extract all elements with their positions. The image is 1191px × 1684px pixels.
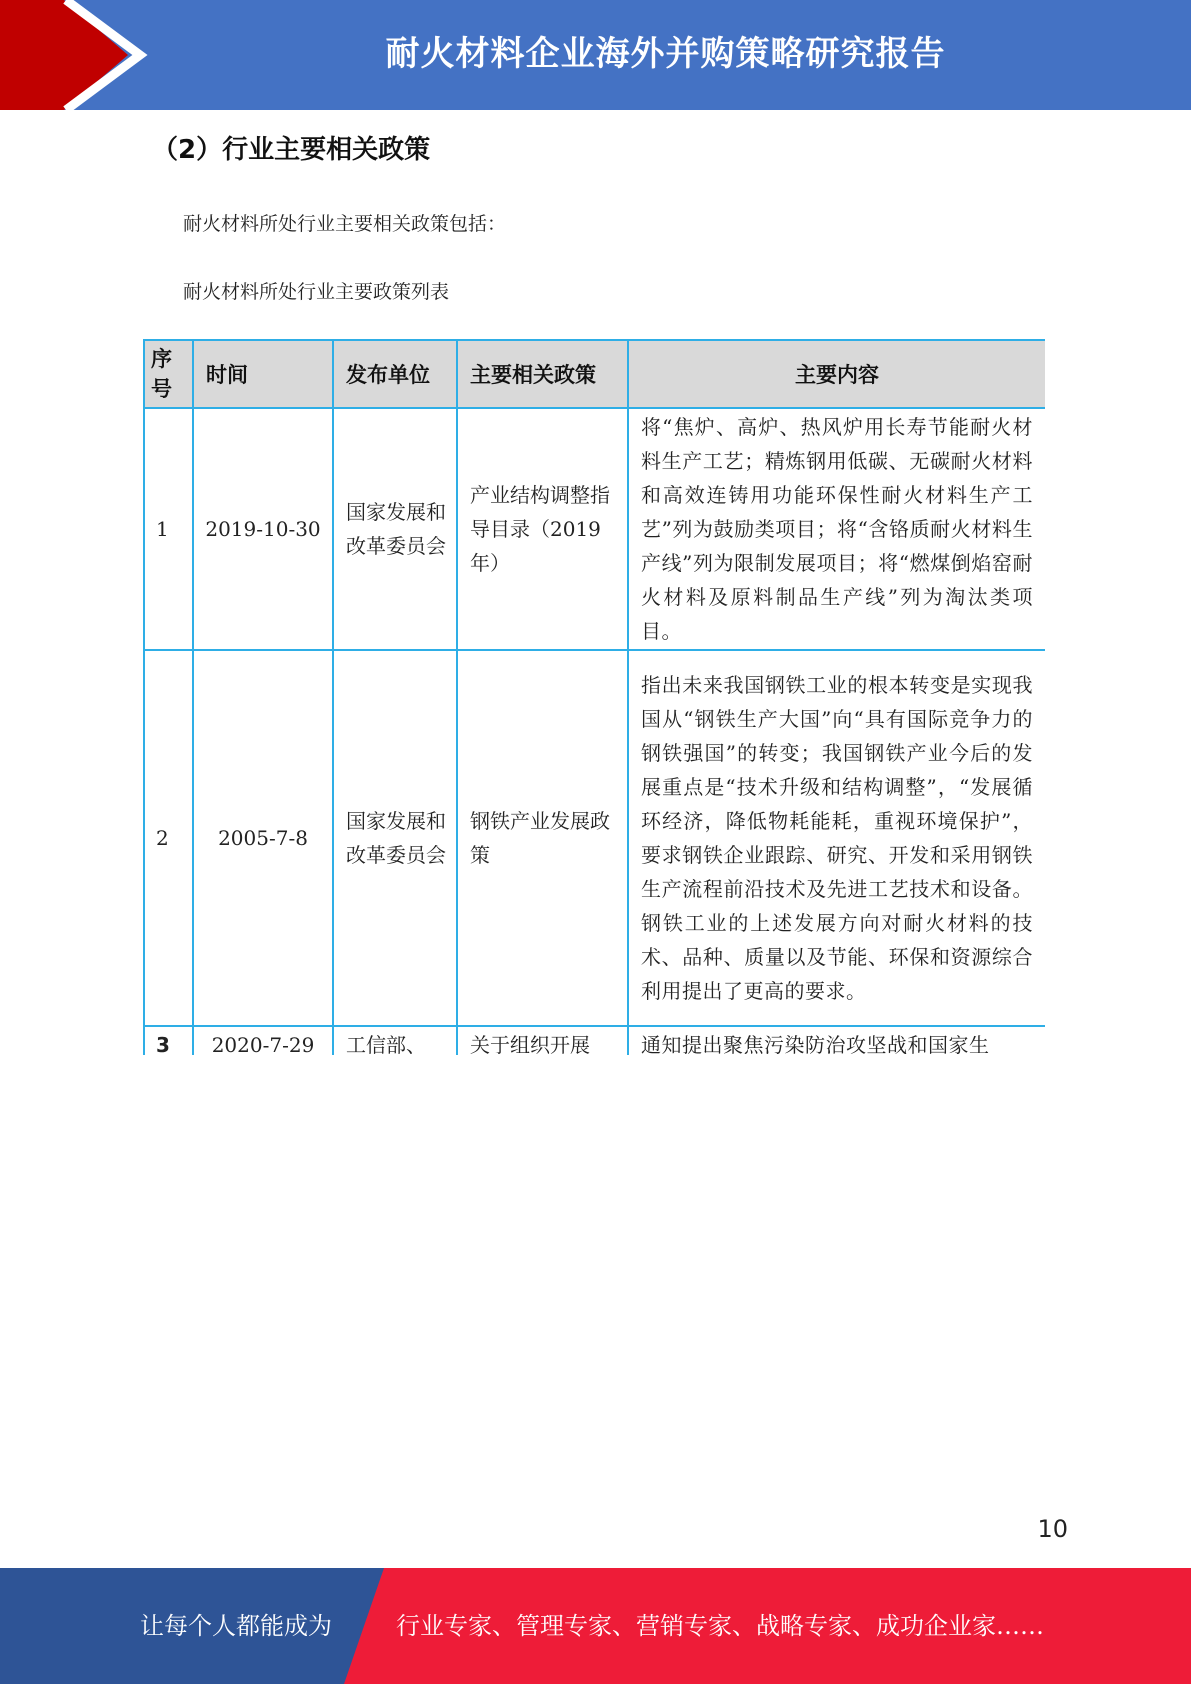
- cell-org: 国家发展和改革委员会: [333, 408, 457, 650]
- cell-org: 国家发展和改革委员会: [333, 650, 457, 1026]
- table-row: [144, 650, 1045, 1026]
- policy-table: [143, 339, 1045, 1055]
- intro-paragraph: 耐火材料所处行业主要相关政策包括：: [183, 213, 507, 235]
- report-title: 耐火材料企业海外并购策略研究报告: [385, 34, 946, 74]
- header-date: 时间: [193, 340, 333, 408]
- cell-policy: 关于组织开展: [457, 1026, 628, 1055]
- header-no: 序号: [144, 340, 193, 408]
- cell-no: 2: [144, 650, 193, 1026]
- header-org: 发布单位: [333, 340, 457, 408]
- page-number: 10: [1037, 1515, 1068, 1543]
- policy-table-container: [143, 339, 1045, 1055]
- cell-content: 将“焦炉、高炉、热风炉用长寿节能耐火材料生产工艺；精炼钢用低碳、无碳耐火材料和高效连铸用功能环保性耐火材料生产工艺”列为鼓励类项目；将“含铬质耐火材料生产线”列为限制发展项目；将“燃煤倒焰窑耐火材料及原料制品生产线”列为淘汰类项目。: [628, 408, 1045, 650]
- cell-content: 通知提出聚焦污染防治攻坚战和国家生: [628, 1026, 1045, 1055]
- footer-slogan-left: 让每个人都能成为: [140, 1612, 332, 1640]
- header-policy: 主要相关政策: [457, 340, 628, 408]
- section-heading: （2）行业主要相关政策: [152, 135, 431, 165]
- table-caption: 耐火材料所处行业主要政策列表: [183, 281, 450, 303]
- cell-date: 2019-10-30: [193, 408, 333, 650]
- table-row: [144, 1026, 1045, 1055]
- cell-no: 3: [144, 1026, 193, 1055]
- cell-date: 2020-7-29: [193, 1026, 333, 1055]
- cell-date: 2005-7-8: [193, 650, 333, 1026]
- header-banner: [0, 0, 1191, 110]
- cell-policy: 产业结构调整指导目录（2019年）: [457, 408, 628, 650]
- table-row: [144, 408, 1045, 650]
- cell-policy: 钢铁产业发展政策: [457, 650, 628, 1026]
- footer-slogan-right: 行业专家、管理专家、营销专家、战略专家、成功企业家……: [396, 1612, 1044, 1640]
- cell-content: 指出未来我国钢铁工业的根本转变是实现我国从“钢铁生产大国”向“具有国际竞争力的钢铁强国”的转变；我国钢铁产业今后的发展重点是“技术升级和结构调整”，“发展循环经济，降低物耗能耗，重视环境保护”，要求钢铁企业跟踪、研究、开发和采用钢铁生产流程前沿技术及先进工艺技术和设备。钢铁工业的上述发展方向对耐火材料的技术、品种、质量以及节能、环保和资源综合利用提出了更高的要求。: [628, 650, 1045, 1026]
- header-content: 主要内容: [628, 340, 1045, 408]
- cell-no: 1: [144, 408, 193, 650]
- footer-banner: [0, 1568, 1191, 1684]
- cell-org: 工信部、: [333, 1026, 457, 1055]
- table-header-row: [144, 340, 1045, 408]
